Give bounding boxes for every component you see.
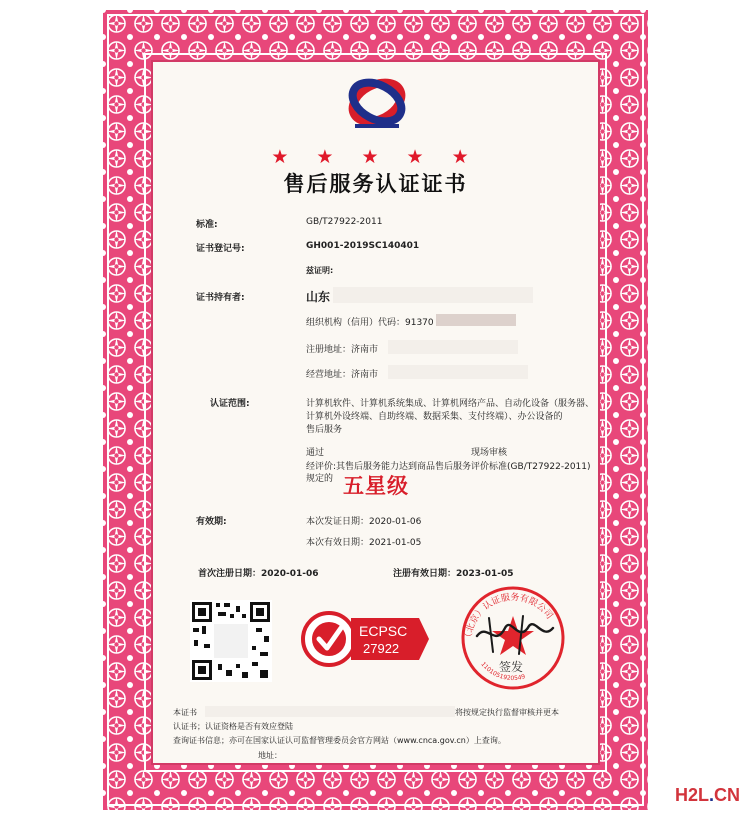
- redacted-holder-name: [333, 287, 533, 303]
- pass-right: 现场审核: [471, 448, 508, 458]
- scope-line-1: 计算机软件、计算机系统集成、计算机网络产品、自动化设备（服务器、: [306, 399, 595, 409]
- reg-no-label: 证书登记号:: [196, 244, 245, 254]
- certificate-paper: [151, 60, 600, 765]
- scope-line-2: 计算机外设终端、自助终端、数据采集、支付终端）、办公设备的: [306, 412, 563, 422]
- first-reg-date: 首次注册日期：2020-01-06: [198, 569, 319, 579]
- footer-line-1-right: 将按规定执行监督审核并更本: [455, 708, 559, 717]
- holder-name: 山东: [306, 290, 331, 304]
- valid-date: 本次有效日期：2021-01-05: [306, 538, 422, 548]
- ecpsc-code: 27922: [363, 641, 400, 656]
- watermark-left: H2L: [674, 785, 709, 805]
- footer-line-2: 认证书；认证资格是否有效应登陆: [173, 722, 293, 731]
- redacted-footer-1: [205, 706, 455, 717]
- stamp-text: （北京）认证服务有限公司: [463, 592, 555, 643]
- reg-address: 注册地址：济南市: [306, 345, 379, 355]
- footer-line-3: 查询证书信息；亦可在国家认证认可监督管理委员会官方网站（www.cnca.gov.cn）上查询。: [173, 736, 506, 745]
- redacted-org-code: [436, 314, 516, 326]
- certificate-frame: [103, 10, 648, 810]
- validity-label: 有效期:: [196, 517, 227, 527]
- standard-value: GB/T27922-2011: [306, 217, 383, 227]
- watermark-right: CN: [714, 785, 740, 805]
- footer-line-4: 地址：: [258, 751, 282, 760]
- watermark-dot: .: [708, 785, 714, 805]
- rating-stars: ★ ★ ★ ★ ★: [271, 146, 480, 168]
- scope-label: 认证范围:: [210, 399, 250, 409]
- sign-label: 签发: [499, 660, 524, 674]
- prove-label: 兹证明:: [306, 266, 334, 275]
- qr-code-icon: [190, 600, 272, 682]
- footer-line-1-left: 本证书: [173, 708, 197, 717]
- ecpsc-seal-icon: [301, 610, 433, 668]
- brand-logo-icon: [343, 74, 411, 134]
- scope-line-3: 售后服务: [306, 425, 343, 435]
- redacted-reg-address: [388, 340, 518, 354]
- issue-date: 本次发证日期：2020-01-06: [306, 517, 422, 527]
- reg-no-value: GH001-2019SC140401: [306, 241, 420, 251]
- holder-label: 证书持有者:: [196, 293, 245, 303]
- site-watermark: [675, 785, 740, 806]
- pass-left: 通过: [306, 448, 325, 458]
- redacted-biz-address: [388, 365, 528, 379]
- reg-valid-date: 注册有效日期：2023-01-05: [393, 569, 514, 579]
- eval-line-1: 经评价:其售后服务能力达到商品售后服务评价标准(GB/T27922-2011): [306, 462, 591, 472]
- red-stamp-icon: [453, 582, 573, 694]
- org-code: 组织机构（信用）代码：91370: [306, 318, 434, 328]
- standard-label: 标准:: [196, 220, 218, 230]
- stamp-number: 1101051920549: [479, 660, 527, 683]
- biz-address: 经营地址：济南市: [306, 370, 379, 380]
- certificate-title: 售后服务认证证书: [283, 172, 468, 196]
- grade-level: 五星级: [343, 474, 409, 498]
- ecpsc-label: ECPSC: [359, 623, 408, 639]
- eval-line-2: 规定的: [306, 474, 334, 484]
